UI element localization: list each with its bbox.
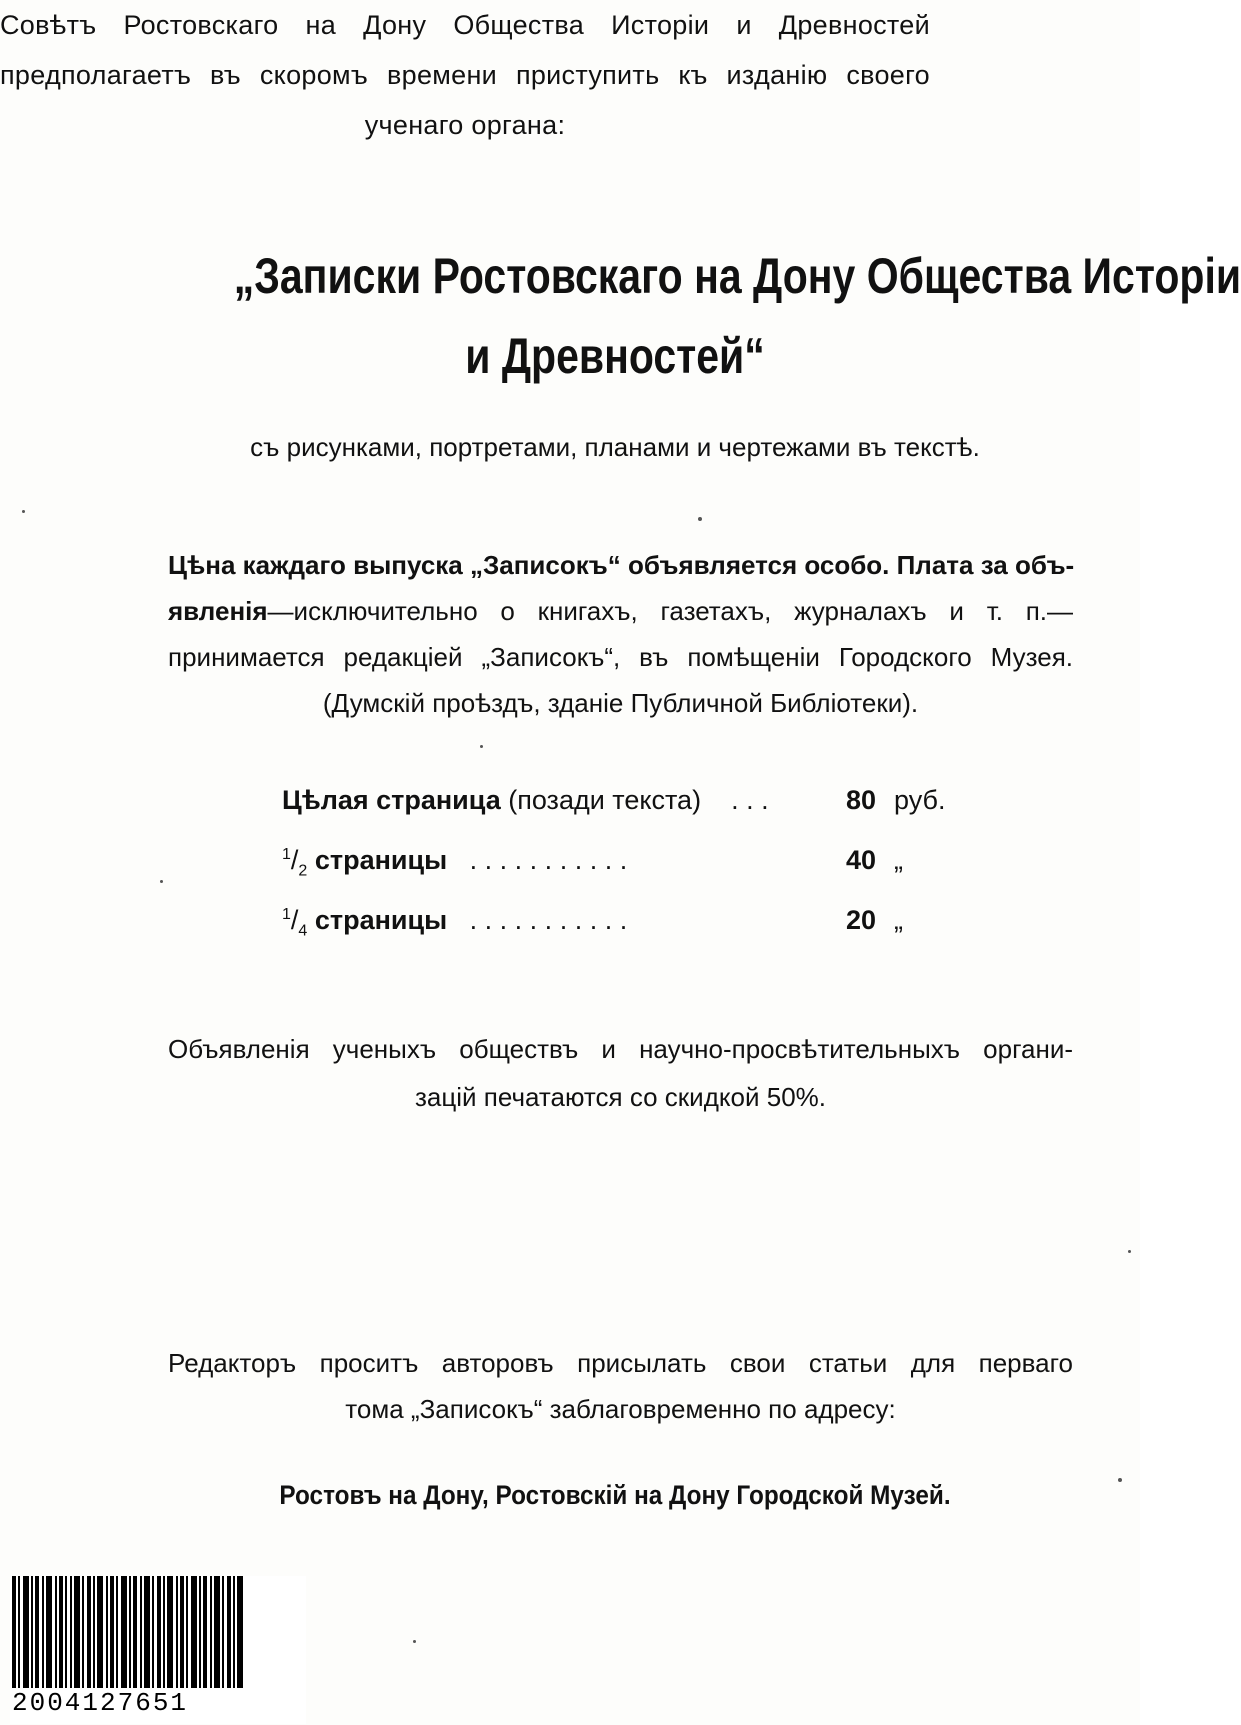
price-line-1: Цѣна каждаго выпуска „Записокъ“ объявляется особо. Плата за объ- — [168, 550, 1075, 580]
editor-line-2: тома „Записокъ“ заблаговременно по адресу: — [345, 1394, 896, 1424]
title-line-2: и Древностей“ — [465, 328, 765, 384]
discount-paragraph — [168, 1025, 1073, 1121]
price-paragraph — [168, 542, 1073, 726]
print-speck — [413, 1640, 416, 1643]
barcode-gap — [243, 1576, 246, 1688]
discount-line-2: зацій печатаются со скидкой 50%. — [414, 1082, 826, 1112]
fraction-numerator: 1 — [282, 846, 291, 863]
print-speck — [160, 880, 163, 883]
discount-line-1: Объявленія ученыхъ обществъ и научно-просвѣтительныхъ органи- — [168, 1034, 1073, 1064]
rate-unit: руб. — [894, 785, 946, 815]
print-speck — [698, 517, 702, 521]
rate-amount: 40 — [846, 845, 877, 875]
rates-table — [282, 785, 982, 965]
rate-label-bold: Цѣлая страница — [282, 785, 501, 815]
barcode-number: 2004127651 — [12, 1688, 189, 1718]
print-speck — [480, 745, 483, 748]
rate-amount: 80 — [846, 785, 877, 815]
price-line-2-rest: —исключительно о книгахъ, газетахъ, журналахъ и т. п.— — [267, 596, 1073, 626]
price-line-4: (Думскій проѣздъ, зданіе Публичной Библіотеки). — [322, 688, 919, 718]
fraction-numerator: 1 — [282, 906, 291, 923]
intro-line-3: ученаго органа: — [364, 110, 566, 140]
fraction: $^1/_2$ — [282, 845, 308, 880]
rate-amount: 20 — [846, 905, 877, 935]
journal-title — [233, 236, 1241, 396]
intro-line-1: Совѣтъ Ростовскаго на Дону Общества Исторіи и Древностей — [0, 10, 930, 40]
intro-paragraph — [0, 0, 930, 150]
rate-label — [282, 905, 627, 940]
rate-dots: . . . . . . . . . . . — [469, 845, 628, 875]
rate-unit: „ — [894, 845, 903, 875]
rate-row-quarter-page — [282, 905, 982, 965]
fraction-denominator: 2 — [298, 862, 308, 880]
rate-label — [282, 785, 769, 816]
subtitle: съ рисунками, портретами, планами и чертежами въ текстѣ. — [250, 432, 980, 462]
price-line-3: принимается редакціей „Записокъ“, въ помѣщеніи Городского Музея. — [168, 642, 1073, 672]
price-line-2-bold: явленія — [168, 596, 268, 626]
rate-dots: . . . — [731, 785, 769, 815]
print-speck — [1118, 1478, 1122, 1482]
rate-dots: . . . . . . . . . . . — [469, 905, 628, 935]
rate-label-bold: страницы — [314, 845, 448, 875]
print-speck — [22, 510, 25, 513]
rate-label-bold: страницы — [314, 905, 448, 935]
editor-paragraph — [168, 1340, 1073, 1432]
rate-label-rest: (позади текста) — [508, 785, 702, 815]
rate-row-full-page — [282, 785, 982, 845]
barcode-bars — [12, 1576, 304, 1688]
fraction: $^1/_4$ — [282, 905, 308, 940]
title-line-1: „Записки Ростовскаго на Дону Общества Исторіи — [233, 248, 1241, 304]
print-speck — [1128, 1250, 1131, 1253]
rate-unit: „ — [894, 905, 903, 935]
editor-line-1: Редакторъ проситъ авторовъ присылать свои статьи для перваго — [168, 1348, 1073, 1378]
fraction-denominator: 4 — [298, 922, 308, 940]
rate-label — [282, 845, 627, 880]
barcode — [10, 1576, 306, 1724]
intro-line-2: предполагаетъ въ скоромъ времени приступить къ изданію своего — [0, 60, 930, 90]
price-line-2 — [168, 588, 1073, 634]
rate-row-half-page — [282, 845, 982, 905]
postal-address: Ростовъ на Дону, Ростовскій на Дону Городской Музей. — [279, 1480, 951, 1510]
